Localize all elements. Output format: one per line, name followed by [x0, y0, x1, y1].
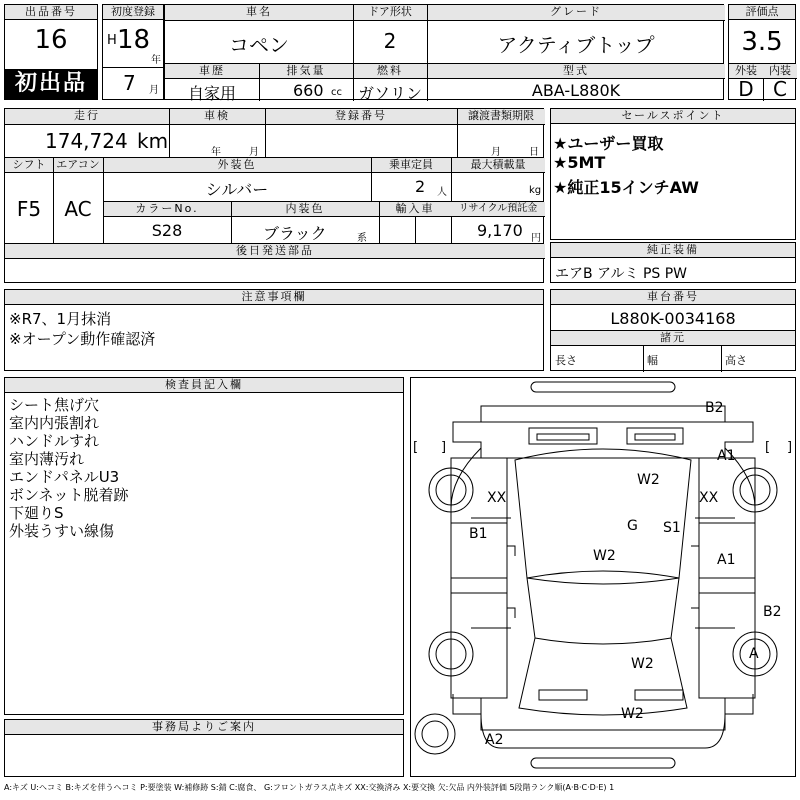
first-reg-era: H [107, 33, 117, 48]
trunk-outline [519, 638, 687, 715]
damage-mark: G [627, 518, 638, 534]
first-reg-year: 18 [117, 25, 151, 55]
history-label: 車歴 [199, 64, 225, 77]
door-label: ドア形状 [368, 5, 412, 18]
right-rear-side-outline [699, 578, 755, 698]
recycle: 9,170 [477, 221, 523, 240]
lot-number-box [4, 4, 98, 100]
caution-label: 注意事項欄 [5, 290, 543, 305]
inspector-line: 室内薄汚れ [9, 450, 85, 468]
sales-point: ★5MT [553, 153, 606, 172]
fuel-label: 燃料 [377, 64, 403, 77]
roof-outline [527, 571, 679, 644]
first-reg-year-unit: 年 [151, 55, 161, 66]
sales-points-box [550, 108, 796, 240]
front-bumper-outline [531, 382, 675, 392]
taillight-right-outline [635, 690, 683, 700]
taillight-left-outline [539, 690, 587, 700]
inspection-label: 車検 [204, 109, 230, 122]
score-ext-label: 外装 [729, 64, 763, 79]
inspector-line: エンドパネルU3 [9, 468, 120, 486]
sales-point: ★ユーザー買取 [553, 134, 664, 153]
caution-line: ※オープン動作確認済 [9, 330, 156, 348]
displacement-unit: cc [331, 87, 342, 98]
equipment-box [550, 242, 796, 283]
caution-line: ※R7、1月抹消 [9, 310, 112, 328]
damage-mark: B2 [705, 400, 724, 416]
score-ext: D [738, 77, 754, 101]
ac: AC [64, 197, 92, 221]
inspector-line: 下廻りS [9, 504, 64, 522]
damage-diagram [410, 377, 796, 777]
history: 自家用 [187, 84, 236, 103]
caution-box [4, 289, 544, 371]
diagram-bracket: ] [441, 440, 447, 455]
inspector-line: ボンネット脱着跡 [9, 486, 129, 504]
first-reg-label: 初度登録 [103, 5, 163, 20]
fuel: ガソリン [357, 84, 422, 103]
rear-bumper-outline [531, 758, 675, 768]
door-count: 2 [383, 29, 397, 53]
damage-mark: A [749, 646, 759, 662]
damage-mark: A2 [485, 732, 504, 748]
mileage-label: 走行 [74, 109, 100, 122]
score: 3.5 [741, 27, 783, 57]
first-listing-badge: 初出品 [5, 69, 97, 99]
damage-mark: W2 [593, 548, 616, 564]
diagram-bracket: [ [413, 440, 419, 455]
displacement: 660 [293, 81, 324, 100]
damage-mark: B1 [469, 526, 488, 542]
spare-tire-outline [415, 714, 455, 754]
score-box [728, 4, 796, 100]
mileage-block [4, 108, 544, 283]
chassis-box [550, 289, 796, 371]
inspector-box [4, 377, 404, 715]
transfer-label: 譲渡書類期限 [468, 109, 534, 122]
recycle-unit: 円 [531, 233, 541, 244]
damage-mark: B2 [763, 604, 782, 620]
score-int-label: 内装 [763, 64, 797, 79]
model: ABA-L880K [531, 81, 621, 100]
mileage: 174,724 [45, 129, 128, 153]
ext-color-label: 外装色 [217, 158, 257, 171]
max-load-label: 最大積載量 [470, 158, 526, 171]
shift: F5 [16, 197, 42, 221]
equipment-label: 純正装備 [551, 243, 795, 258]
grade: アクティブトップ [497, 33, 655, 57]
lot-number: 16 [34, 25, 68, 55]
import-label: 輸入車 [395, 202, 435, 215]
inspector-line: 外装うすい線傷 [9, 522, 115, 540]
inspector-line: シート焦げ穴 [9, 396, 100, 414]
int-color: ブラック [263, 224, 327, 243]
color-no: S28 [151, 221, 183, 240]
equipment: エアB アルミ PS PW [555, 266, 688, 282]
damage-mark: A1 [717, 448, 736, 464]
lot-number-label: 出品番号 [5, 5, 97, 20]
transfer-month-unit: 月 [491, 147, 501, 158]
car-name-label: 車名 [246, 5, 272, 18]
office-label: 事務局よりご案内 [5, 720, 403, 735]
inspection-year-unit: 年 [211, 147, 221, 158]
first-reg-month: 7 [123, 71, 136, 95]
color-no-label: カラーNo. [135, 202, 199, 215]
chassis-label: 車台番号 [551, 290, 795, 305]
damage-mark: A1 [717, 552, 736, 568]
mileage-unit: km [137, 129, 169, 153]
diagram-bracket: ] [787, 440, 793, 455]
office-box [4, 719, 404, 777]
ext-color: シルバー [205, 180, 269, 199]
headlight-left-outline [529, 428, 597, 444]
recycle-label: リサイクル預託金 [458, 203, 538, 214]
later-parts-label: 後日発送部品 [5, 244, 545, 259]
capacity-label: 乗車定員 [389, 158, 433, 171]
damage-mark: W2 [637, 472, 660, 488]
spec-height-label: 高さ [725, 354, 747, 367]
damage-mark: XX [699, 490, 719, 506]
int-color-unit: 系 [357, 233, 367, 244]
spec-width-label: 幅 [647, 354, 658, 367]
int-color-label: 内装色 [285, 202, 325, 215]
first-reg-box [102, 4, 164, 100]
chassis-number: L880K-0034168 [610, 309, 736, 328]
damage-mark: S1 [663, 520, 681, 536]
ac-label: エアコン [56, 158, 100, 171]
inspector-line: ハンドルすれ [9, 432, 100, 450]
displacement-label: 排気量 [286, 64, 326, 77]
score-int: C [773, 77, 787, 101]
max-load-unit: kg [529, 185, 542, 196]
diagram-bracket: [ [765, 440, 771, 455]
damage-mark: W2 [631, 656, 654, 672]
inspector-line: 室内内張割れ [9, 414, 100, 432]
left-rear-side-outline [451, 578, 507, 698]
score-label: 評価点 [729, 5, 795, 20]
inspection-month-unit: 月 [249, 147, 259, 158]
reg-no-label: 登録番号 [335, 109, 387, 122]
shift-label: シフト [12, 158, 46, 171]
capacity: 2 [415, 177, 426, 196]
damage-mark: XX [487, 490, 507, 506]
inspector-label: 検査員記入欄 [5, 378, 403, 393]
car-name: コペン [229, 33, 289, 57]
transfer-day-unit: 日 [529, 147, 539, 158]
damage-mark: W2 [621, 706, 644, 722]
legend: A:キズ U:ヘコミ B:キズを伴うヘコミ P:要塗装 W:補修跡 S:錆 C:腐食、 G:フロントガラス点キズ XX:交換済み X:要交換 欠:欠品 内外装評価 5段階ランク順(A·B·C·D·E) 1 [4, 783, 615, 792]
grade-label: グレード [550, 5, 602, 18]
car-info-box [164, 4, 724, 103]
spec-length-label: 長さ [555, 354, 577, 367]
first-reg-month-unit: 月 [149, 85, 159, 96]
sales-points-label: セールスポイント [551, 109, 795, 124]
sales-point: ★純正15インチAW [553, 178, 699, 197]
specs-label: 諸元 [551, 331, 795, 346]
capacity-unit: 人 [437, 187, 447, 198]
model-label: 型式 [563, 64, 589, 77]
